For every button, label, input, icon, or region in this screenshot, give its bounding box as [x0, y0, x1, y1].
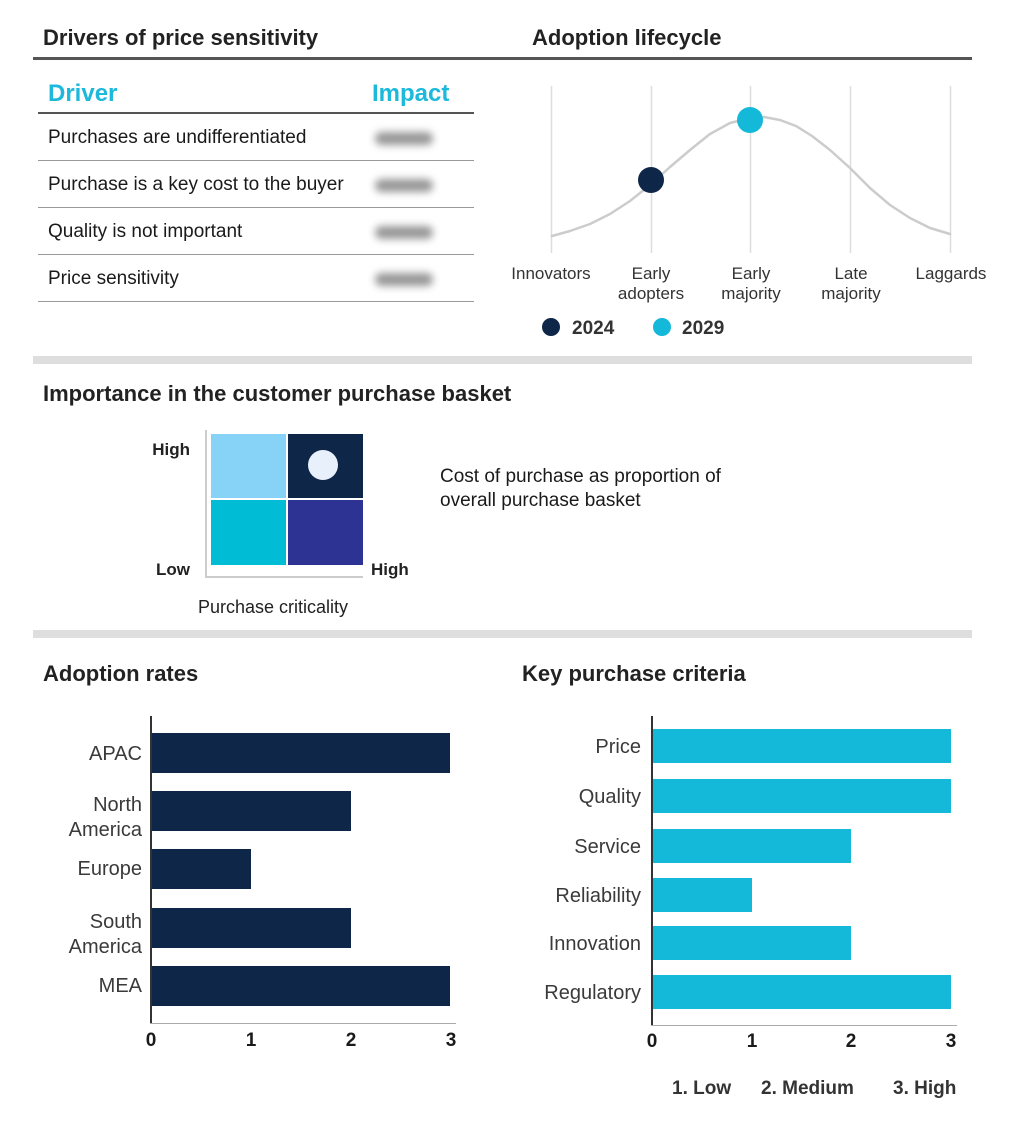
basket-section-title: Importance in the customer purchase basket: [43, 381, 512, 406]
table-row: [38, 114, 474, 161]
scale-legend-medium: 2. Medium: [761, 1078, 854, 1099]
basket-annotation: Cost of purchase as proportion of overall purchase basket: [440, 466, 721, 511]
impact-value-blurred: [375, 179, 433, 192]
lifecycle-section-title: Adoption lifecycle: [532, 25, 722, 50]
section-divider: [33, 630, 972, 638]
category-label-quality: Quality: [578, 786, 641, 808]
bar-south-america: [152, 908, 351, 948]
drivers-table: [38, 76, 474, 302]
bar-price: [653, 729, 951, 763]
stage-label-early-majority: Early majority: [721, 264, 781, 303]
bar-innovation: [653, 926, 851, 960]
bar-quality: [653, 779, 951, 813]
category-label-service: Service: [574, 836, 641, 858]
matrix-x-axis: [205, 576, 363, 578]
category-label-apac: APAC: [89, 743, 142, 765]
category-label-south-america: South America: [68, 911, 142, 958]
legend-label-2029: 2029: [682, 318, 725, 339]
x-axis-title: Purchase criticality: [198, 597, 349, 617]
section-header-rule: [33, 57, 972, 60]
quadrant-low-importance-high-criticality: [288, 500, 363, 565]
category-label-mea: MEA: [98, 975, 142, 997]
category-label-innovation: Innovation: [548, 933, 641, 955]
bar-europe: [152, 849, 251, 889]
x-tick-0: 0: [646, 1031, 658, 1052]
table-row: [38, 208, 474, 255]
column-header-driver: Driver: [48, 80, 118, 107]
bar-north-america: [152, 791, 351, 831]
adoption-rates-baseline: [150, 1023, 456, 1024]
y-axis-low-label: Low: [156, 560, 190, 579]
driver-cell: Price sensitivity: [48, 268, 179, 289]
section-divider: [33, 356, 972, 364]
x-tick-2: 2: [345, 1030, 357, 1051]
driver-cell: Quality is not important: [48, 221, 243, 242]
impact-value-blurred: [375, 132, 433, 145]
adoption-rates-title: Adoption rates: [43, 661, 199, 686]
legend-dot-2024: [542, 318, 560, 336]
legend-label-2024: 2024: [572, 318, 615, 339]
stage-label-laggards: Laggards: [915, 264, 987, 283]
matrix-position-marker: [308, 450, 338, 480]
quadrant-high-importance-low-criticality: [211, 434, 286, 498]
drivers-section-title: Drivers of price sensitivity: [43, 25, 319, 50]
table-row: [38, 161, 474, 208]
x-tick-2: 2: [845, 1031, 857, 1052]
purchase-criteria-baseline: [651, 1025, 957, 1026]
x-tick-1: 1: [746, 1031, 758, 1052]
category-label-price: Price: [595, 736, 641, 758]
x-tick-0: 0: [145, 1030, 157, 1051]
driver-cell: Purchases are undifferentiated: [48, 127, 307, 148]
scale-legend-high: 3. High: [893, 1078, 957, 1099]
impact-value-blurred: [375, 226, 433, 239]
category-label-europe: Europe: [77, 858, 142, 880]
quadrant-low-importance-low-criticality: [211, 500, 286, 565]
scale-legend-low: 1. Low: [672, 1078, 732, 1099]
stage-label-late-majority: Late majority: [821, 264, 881, 303]
bar-regulatory: [653, 975, 951, 1009]
x-tick-3: 3: [945, 1031, 957, 1052]
x-tick-1: 1: [245, 1030, 257, 1051]
purchase-criteria-title: Key purchase criteria: [522, 661, 746, 686]
stage-label-innovators: Innovators: [511, 264, 591, 283]
point-2024: [638, 167, 664, 193]
table-header-row: [38, 76, 474, 114]
point-2029: [737, 107, 763, 133]
matrix-y-axis: [205, 430, 207, 578]
bar-apac: [152, 733, 450, 773]
stage-label-early-adopters: Early adopters: [617, 264, 685, 303]
table-row: [38, 255, 474, 302]
impact-value-blurred: [375, 273, 433, 286]
lifecycle-chart: [500, 80, 975, 260]
driver-cell: Purchase is a key cost to the buyer: [48, 174, 344, 195]
legend-dot-2029: [653, 318, 671, 336]
x-tick-3: 3: [445, 1030, 457, 1051]
category-label-regulatory: Regulatory: [544, 982, 641, 1004]
bar-reliability: [653, 878, 752, 912]
column-header-impact: Impact: [372, 80, 450, 107]
x-axis-high-label: High: [371, 560, 409, 579]
bar-mea: [152, 966, 450, 1006]
category-label-reliability: Reliability: [555, 885, 641, 907]
y-axis-high-label: High: [152, 440, 190, 459]
bar-service: [653, 829, 851, 863]
category-label-north-america: North America: [68, 794, 142, 841]
